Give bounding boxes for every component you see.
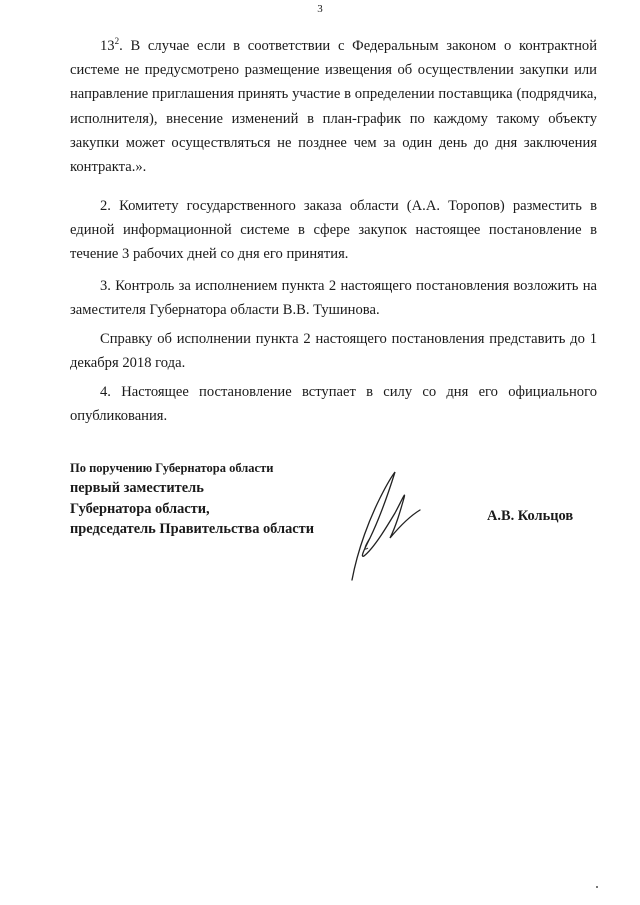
paragraph-text: . В случае если в соответствии с Федеральным законом о контрактной системе не предусмотрено размещение извещения об осуществлении закупки или направление приглашения принять участие в определении поставщика (подрядчика, исполнителя), внесение изменений в план-график по каждому такому объекту закупки может осуществляться не позднее чем за один день до дня заключения контракта.».	[70, 38, 597, 176]
paragraph-13-2	[70, 34, 597, 179]
superscript: 2	[114, 36, 120, 47]
signer-name: А.В. Кольцов	[487, 508, 574, 524]
scan-speck	[596, 886, 598, 888]
paragraph-report: Справку об исполнении пункта 2 настоящего постановления представить до 1 декабря 2018 года.	[70, 331, 597, 372]
signature-line-2: первый заместитель	[70, 480, 204, 496]
paragraph-number: 13	[100, 38, 115, 54]
signature-line-1: По поручению Губернатора области	[70, 461, 274, 475]
page-number: 3	[317, 3, 323, 15]
paragraph-3: 3. Контроль за исполнением пункта 2 настоящего постановления возложить на заместителя Губернатора области В.В. Тушинова.	[70, 278, 597, 319]
signature-line-3: Губернатора области,	[70, 500, 210, 517]
paragraph-4: 4. Настоящее постановление вступает в силу со дня его официального опубликования.	[70, 384, 597, 425]
signature-line-4: председатель Правительства области	[70, 521, 315, 537]
handwritten-signature	[340, 468, 440, 588]
paragraph-2: 2. Комитету государственного заказа области (А.А. Торопов) разместить в единой информационной системе в сфере закупок настоящее постановление в течение 3 рабочих дней со дня его принятия.	[70, 198, 597, 263]
signature-block	[70, 458, 314, 540]
